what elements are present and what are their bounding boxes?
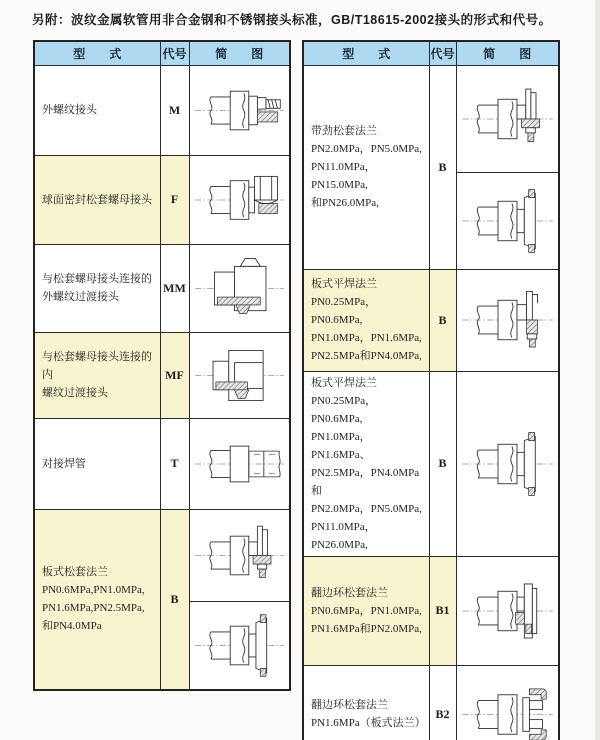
type-text-line: PN2.5MPa和PN4.0MPa, (311, 350, 422, 362)
table-row (34, 418, 290, 509)
diagram-flange-weld (460, 274, 555, 366)
diagram-flange-bolted (460, 418, 555, 510)
table-row (303, 269, 559, 371)
table-row (303, 556, 559, 665)
type-text-line: PN1.6MPa,PN2.5MPa, (42, 602, 145, 614)
type-text-line: 板式平焊法兰 (311, 376, 377, 389)
type-text-line: 翻边环松套法兰 (311, 699, 388, 711)
type-cell (34, 244, 160, 332)
scan-edge (595, 0, 600, 740)
type-text-line: PN2.5MPa，PN4.0MPa和 (311, 466, 420, 497)
code-cell: B (160, 509, 189, 690)
type-cell (34, 332, 160, 418)
type-text-line: PN1.6MPa和PN2.0MPa, (311, 622, 422, 635)
type-cell (34, 509, 160, 690)
type-cell (303, 269, 429, 371)
column-header-code: 代号 (429, 41, 456, 65)
type-cell (303, 371, 429, 556)
column-header-code: 代号 (160, 41, 189, 65)
diagram-cell (456, 556, 559, 665)
type-text-line: PN0.25MPa，PN0.6MPa, (311, 394, 377, 425)
column-header-diagram: 简 图 (456, 41, 559, 65)
type-text-line: 翻边环松套法兰 (311, 586, 388, 599)
type-cell (303, 665, 429, 740)
code-cell: B2 (429, 665, 456, 740)
type-text-line: PN0.25MPa，PN0.6MPa, (311, 296, 377, 326)
diagram-flange-plate (460, 69, 555, 169)
type-text-line: 和PN4.0MPa (42, 620, 102, 632)
type-cell (34, 155, 160, 244)
column-header-type: 型 式 (303, 41, 429, 65)
fitting-table-left (33, 40, 291, 691)
type-text-line: PN0.6MPa，PN1.0MPa, (311, 604, 422, 617)
table-row (303, 371, 559, 556)
table-row (303, 65, 559, 269)
fitting-table-right (302, 40, 560, 740)
code-cell: MM (160, 244, 189, 332)
diagram-thread-male (193, 69, 286, 152)
diagram-cell (189, 155, 290, 244)
code-cell: MF (160, 332, 189, 418)
code-cell: F (160, 155, 189, 244)
diagram-cell (189, 65, 290, 155)
type-text-line: PN11.0MPa，PN26.0MPa, (311, 520, 376, 551)
type-text-line: 螺纹过渡接头 (42, 387, 108, 399)
diagram-flange-b1 (460, 565, 555, 657)
type-cell (303, 65, 429, 269)
type-text-line: PN0.6MPa,PN1.0MPa, (42, 584, 145, 596)
code-cell: B1 (429, 556, 456, 665)
table-row (34, 244, 290, 332)
diagram-cell (189, 332, 290, 418)
type-text-line: 与松套螺母接头连接的 (42, 273, 152, 285)
type-text-line: PN2.0MPa，PN5.0MPa, (311, 143, 422, 155)
diagram-cell (189, 418, 290, 509)
code-cell: M (160, 65, 189, 155)
table-row (34, 65, 290, 155)
type-text-line: PN1.6MPa（板式法兰） (311, 717, 426, 729)
diagram-cell (456, 371, 559, 556)
type-text-line: PN1.0MPa，PN1.6MPa, (311, 332, 422, 344)
diagram-cell (456, 269, 559, 371)
diagram-flange-plate (193, 513, 286, 598)
type-cell (34, 418, 160, 509)
type-text-line: PN1.0MPa，PN1.6MPa、 (311, 430, 371, 461)
code-cell: B (429, 65, 456, 269)
table-row (34, 509, 290, 690)
code-cell: B (429, 269, 456, 371)
type-cell (34, 65, 160, 155)
type-text-line: PN11.0MPa，PN15.0MPa, (311, 161, 376, 191)
diagram-flange-b2 (460, 669, 555, 740)
type-cell (303, 556, 429, 665)
diagram-hex-mf (193, 336, 286, 415)
code-cell: T (160, 418, 189, 509)
diagram-flange-bolted (193, 605, 286, 686)
column-header-diagram: 简 图 (189, 41, 290, 65)
diagram-cell (456, 65, 559, 269)
type-text-line: 外螺纹过渡接头 (42, 291, 119, 303)
type-text-line: 板式松套法兰 (42, 566, 108, 578)
code-cell: B (429, 371, 456, 556)
page-title: 另附：波纹金属软管用非合金钢和不锈钢接头标准，GB/T18615-2002接头的形式和代号。 (32, 13, 552, 27)
table-row (303, 665, 559, 740)
table-row (34, 332, 290, 418)
type-text-line: 球面密封松套螺母接头 (42, 193, 152, 206)
column-header-type: 型 式 (34, 41, 160, 65)
diagram-cell (189, 244, 290, 332)
type-text-line: 板式平焊法兰 (311, 278, 377, 290)
diagram-butt-weld (193, 422, 286, 506)
diagram-nut (193, 159, 286, 241)
diagram-hex-mm (193, 248, 286, 329)
diagram-cell (456, 665, 559, 740)
type-text-line: PN2.0MPa，PN5.0MPa, (311, 502, 422, 515)
type-text-line: 和PN26.0MPa, (311, 197, 379, 209)
table-row (34, 155, 290, 244)
type-text-line: 带劲松套法兰 (311, 125, 377, 137)
type-text-line: 外螺纹接头 (42, 104, 97, 116)
type-text-line: 与松套螺母接头连接的内 (42, 351, 152, 381)
diagram-cell (189, 509, 290, 690)
type-text-line: 对接焊管 (42, 457, 86, 470)
diagram-flange-bolted (460, 176, 555, 266)
